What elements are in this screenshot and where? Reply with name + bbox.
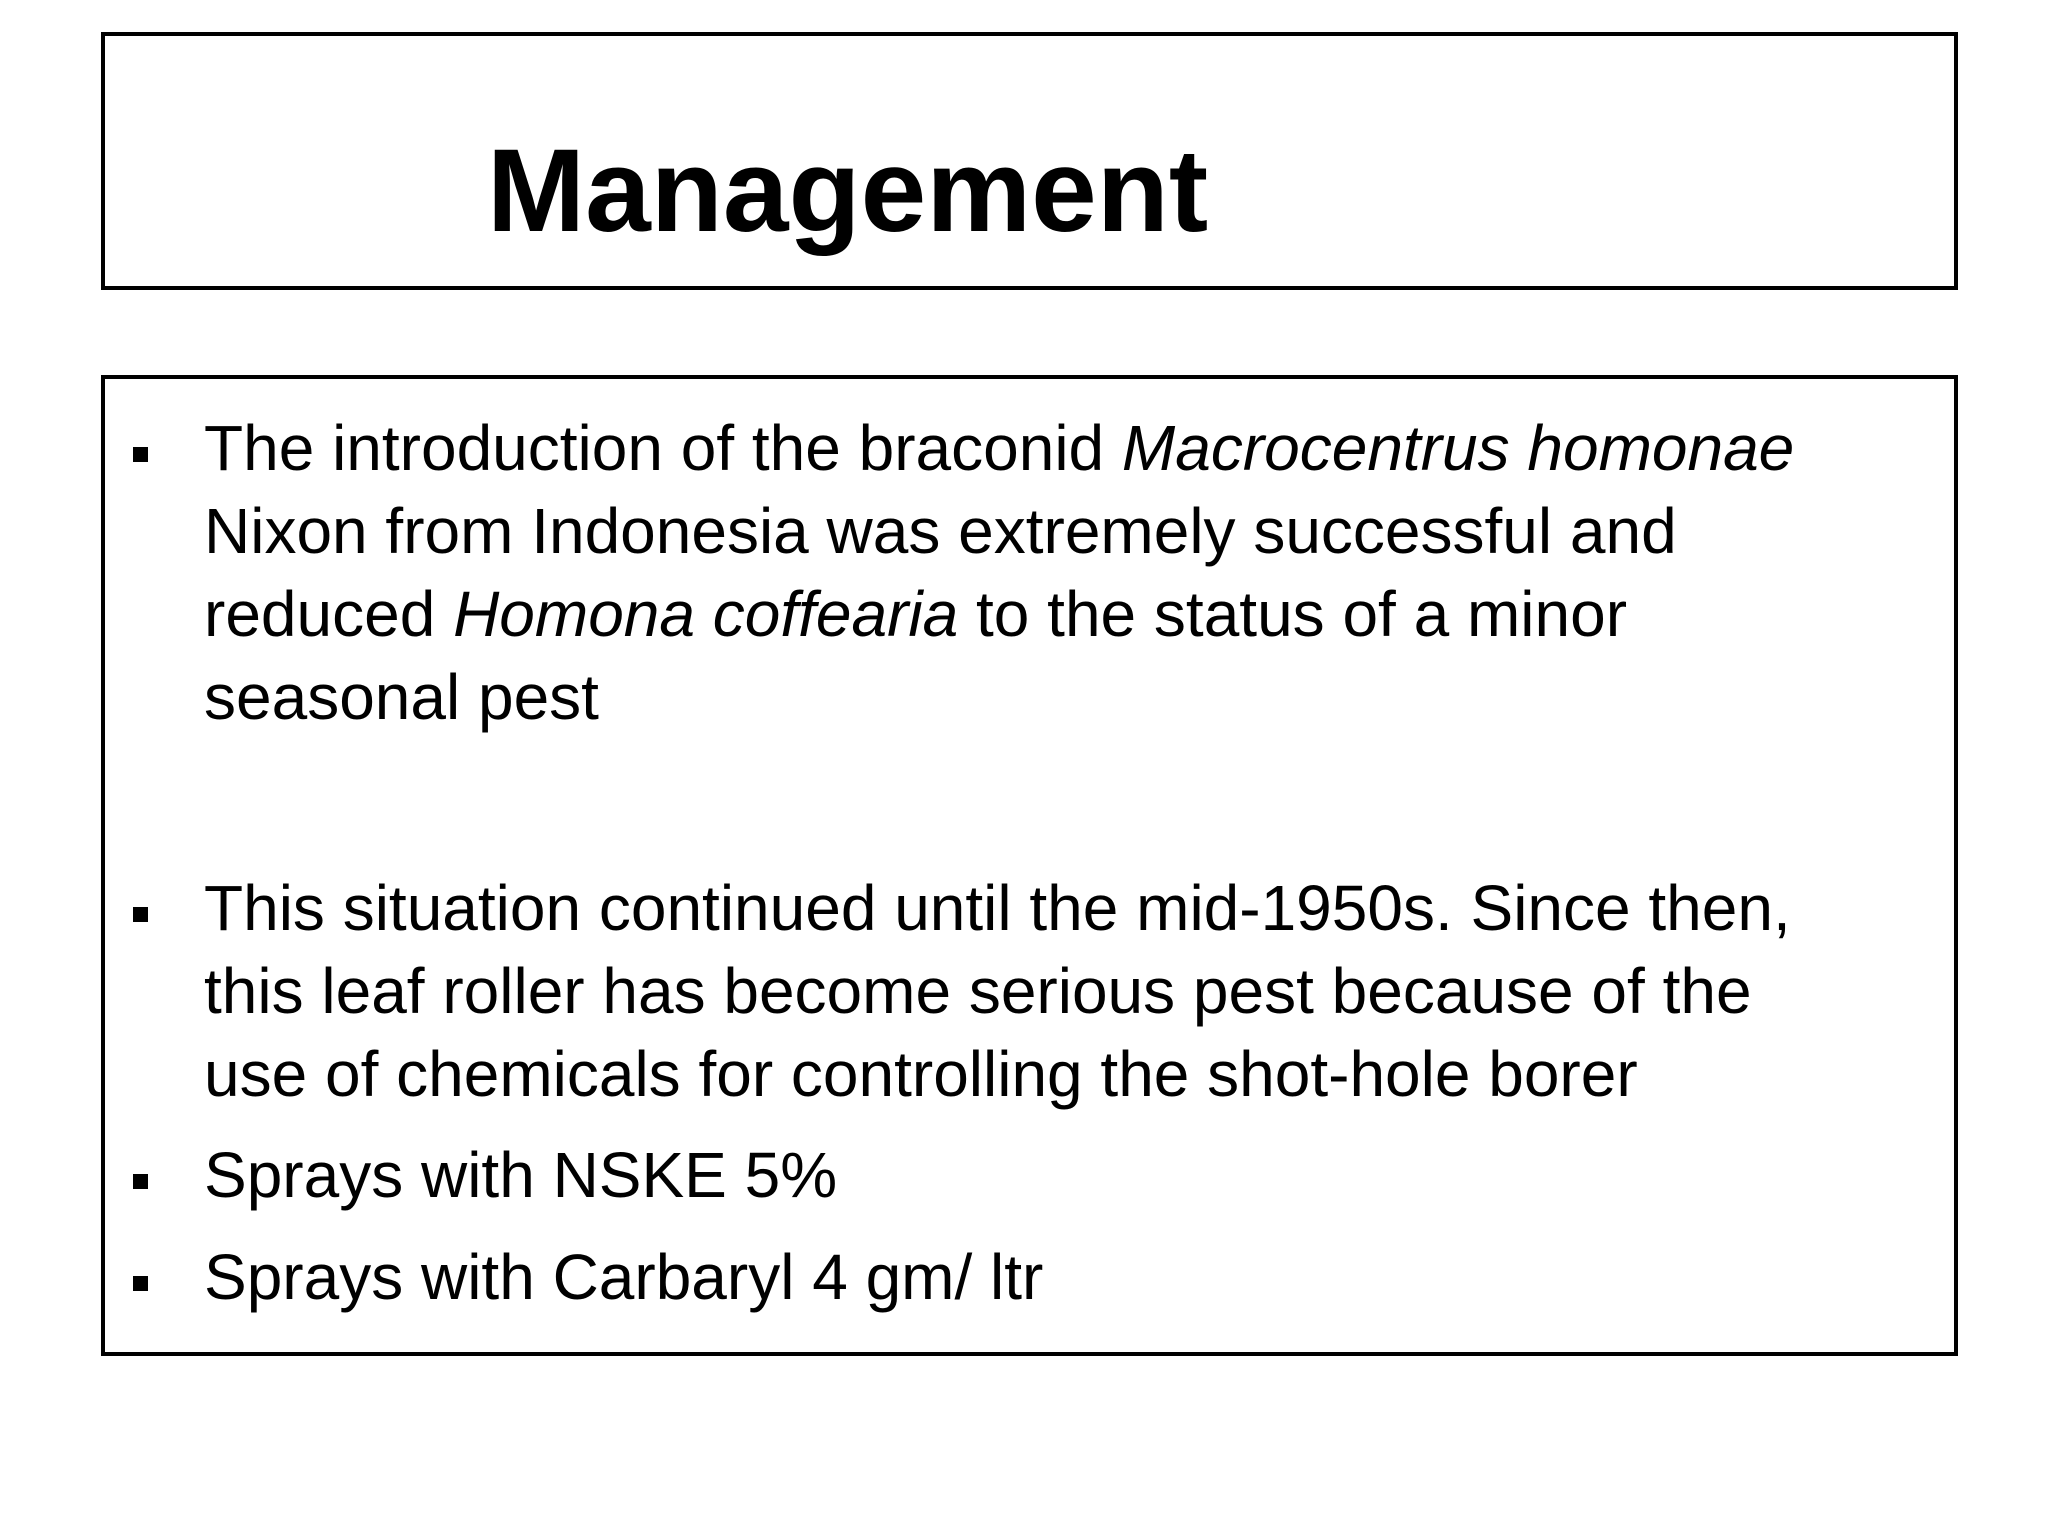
square-bullet-icon [133,907,148,922]
bullet-text-2 [204,867,1934,1116]
bullet-text-3 [204,1134,1934,1217]
content-box [101,375,1958,1356]
bullet-line: Nixon from Indonesia was extremely successful and [204,495,1677,567]
text-run: reduced [204,578,454,650]
bullet-text-4 [204,1236,1934,1319]
bullet-line: this leaf roller has become serious pest because of the [204,955,1752,1027]
species-name: Macrocentrus homonae [1121,412,1795,484]
bullet-text-1 [204,407,1934,739]
slide-title: Management [486,125,1209,257]
square-bullet-icon [133,447,148,462]
text-run: to the status of a minor [958,578,1627,650]
text-run: The introduction of the braconid [204,412,1122,484]
bullet-line: use of chemicals for controlling the shot-hole borer [204,1038,1638,1110]
bullet-line: seasonal pest [204,661,599,733]
square-bullet-icon [133,1174,148,1189]
bullet-line: This situation continued until the mid-1950s. Since then, [204,872,1791,944]
square-bullet-icon [133,1276,148,1291]
bullet-line: Sprays with Carbaryl 4 gm/ ltr [204,1241,1044,1313]
title-box [101,32,1958,290]
bullet-line [204,573,1934,656]
species-name: Homona coffearia [453,578,959,650]
bullet-line: Sprays with NSKE 5% [204,1139,838,1211]
bullet-line [204,407,1934,490]
